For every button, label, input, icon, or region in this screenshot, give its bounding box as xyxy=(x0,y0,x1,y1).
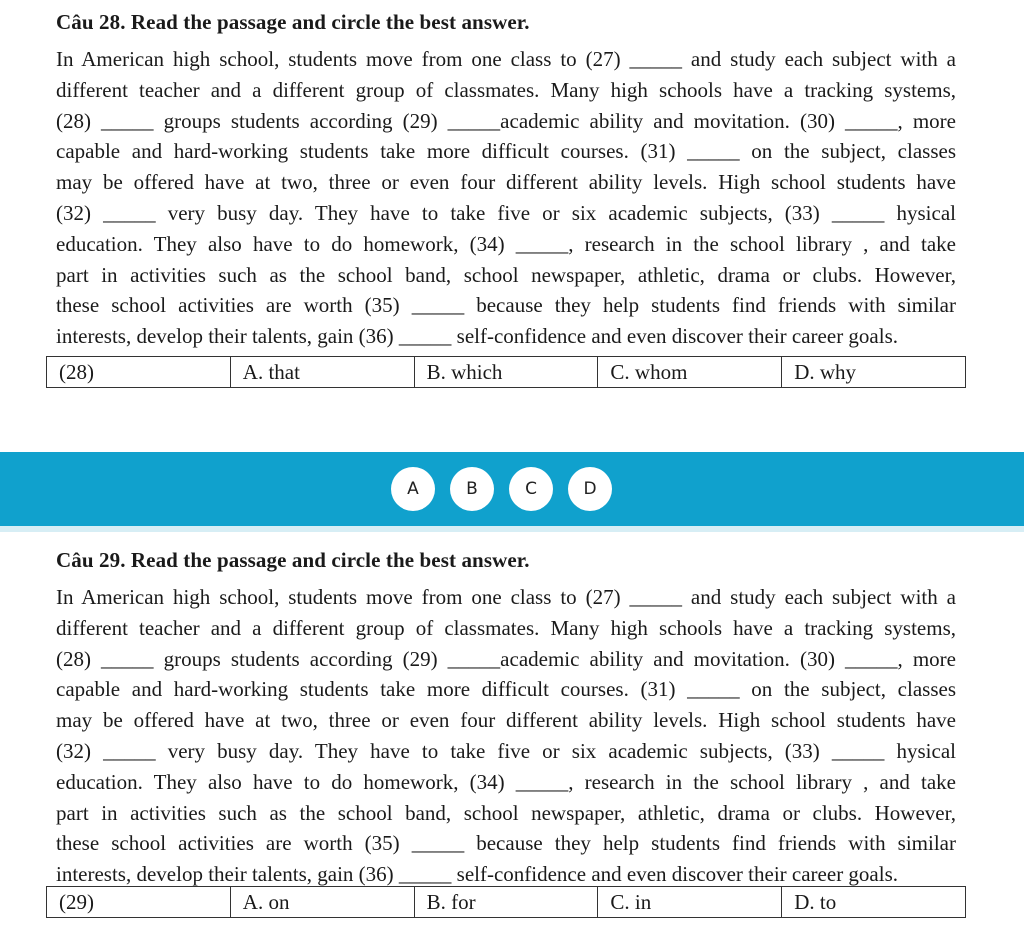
answer-c-button[interactable]: C xyxy=(509,467,553,511)
passage-line: may be offered have at two, three or even four different ability levels. High school students have xyxy=(56,170,956,195)
options-table xyxy=(46,886,966,918)
question-title: Câu 29. Read the passage and circle the best answer. xyxy=(56,548,530,572)
passage-line: interests, develop their talents, gain (36) _____ self-confidence and even discover their career goals. xyxy=(56,862,899,887)
passage-line: education. They also have to do homework, (34) _____, research in the school library , and take xyxy=(56,231,956,256)
option-d-cell: D. to xyxy=(782,887,966,918)
passage-line: may be offered have at two, three or even four different ability levels. High school students have xyxy=(56,708,956,733)
passage-line: interests, develop their talents, gain (36) _____ self-confidence and even discover their career goals. xyxy=(56,324,899,349)
divider xyxy=(0,526,1024,532)
question-title: Câu 28. Read the passage and circle the best answer. xyxy=(56,10,530,34)
passage-line: In American high school, students move from one class to (27) _____ and study each subject with a xyxy=(56,47,956,71)
options-table xyxy=(46,356,966,388)
table-row xyxy=(47,887,966,918)
option-d-cell: D. why xyxy=(782,357,966,388)
question-number-cell: (28) xyxy=(47,357,231,388)
passage-line: In American high school, students move from one class to (27) _____ and study each subject with a xyxy=(56,585,956,609)
answer-a-button[interactable]: A xyxy=(391,467,435,511)
passage-line: education. They also have to do homework, (34) _____, research in the school library , and take xyxy=(56,769,956,794)
option-a-cell: A. that xyxy=(230,357,414,388)
passage-line: these school activities are worth (35) _____ because they help students find friends with similar xyxy=(56,831,956,856)
reading-passage xyxy=(56,44,956,352)
answer-bar xyxy=(0,452,1024,526)
passage-line: these school activities are worth (35) _____ because they help students find friends with similar xyxy=(56,293,956,318)
passage-line: (28) _____ groups students according (29) _____academic ability and movitation. (30) _____, more xyxy=(56,646,956,671)
option-b-cell: B. which xyxy=(414,357,598,388)
answer-b-button[interactable]: B xyxy=(450,467,494,511)
option-a-cell: A. on xyxy=(230,887,414,918)
passage-line: different teacher and a different group of classmates. Many high schools have a tracking systems, xyxy=(56,615,956,640)
table-row xyxy=(47,357,966,388)
option-c-cell: C. whom xyxy=(598,357,782,388)
option-b-cell: B. for xyxy=(414,887,598,918)
passage-line: (32) _____ very busy day. They have to take five or six academic subjects, (33) _____ hysical xyxy=(56,200,956,225)
passage-line: part in activities such as the school band, school newspaper, athletic, drama or clubs. However, xyxy=(56,800,956,825)
option-c-cell: C. in xyxy=(598,887,782,918)
answer-d-button[interactable]: D xyxy=(568,467,612,511)
reading-passage xyxy=(56,582,956,890)
question-number-cell: (29) xyxy=(47,887,231,918)
passage-line: capable and hard-working students take more difficult courses. (31) _____ on the subject, classes xyxy=(56,677,956,702)
passage-line: different teacher and a different group of classmates. Many high schools have a tracking systems, xyxy=(56,77,956,102)
passage-line: capable and hard-working students take more difficult courses. (31) _____ on the subject, classes xyxy=(56,139,956,164)
passage-line: (32) _____ very busy day. They have to take five or six academic subjects, (33) _____ hysical xyxy=(56,738,956,763)
passage-line: part in activities such as the school band, school newspaper, athletic, drama or clubs. However, xyxy=(56,262,956,287)
passage-line: (28) _____ groups students according (29) _____academic ability and movitation. (30) _____, more xyxy=(56,108,956,133)
